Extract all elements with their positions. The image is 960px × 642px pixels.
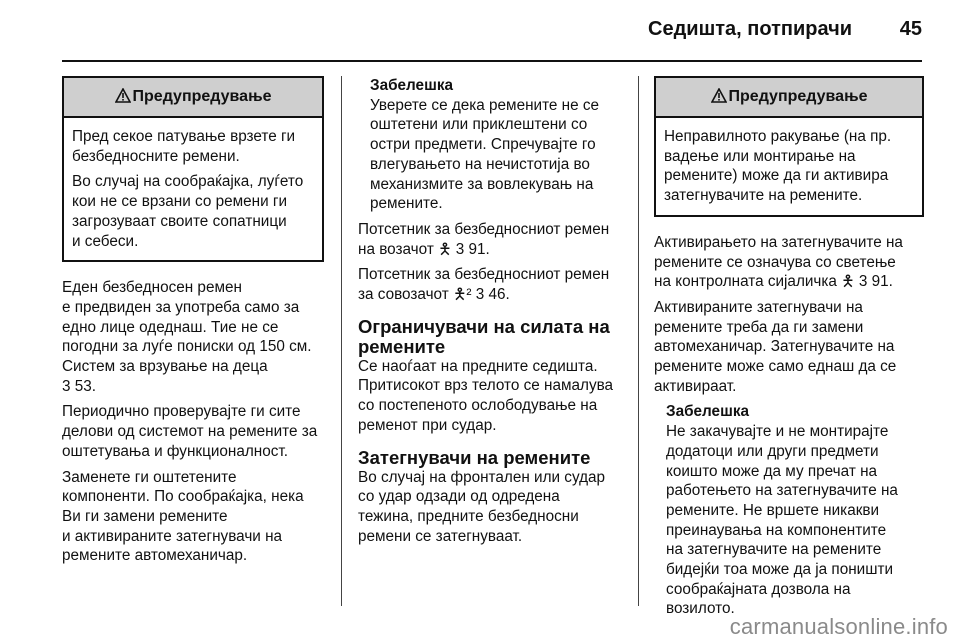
- section-heading: Затегнувачи на ремените: [358, 446, 591, 468]
- warning-heading-text: Предупредување: [728, 88, 868, 105]
- note-title: Забелешка: [666, 403, 749, 421]
- section-heading: Ограничувачи на силата на ремените: [358, 315, 610, 357]
- warning-box: [62, 76, 324, 262]
- note-block: [358, 76, 624, 214]
- column-2: [358, 76, 624, 552]
- warning-box: [654, 76, 924, 217]
- body-paragraph: Активирањето на затегнувачите на ремените се означува со светење на контролната сијаличка 🯅 3 91.: [654, 233, 903, 291]
- column-divider-2: [638, 76, 639, 606]
- warning-triangle-icon: [115, 88, 131, 103]
- warning-heading: [64, 78, 322, 118]
- warning-body: [656, 118, 922, 215]
- warning-heading-text: Предупредување: [132, 88, 272, 105]
- watermark: carmanualsonline.info: [729, 614, 948, 639]
- section-text: Се наоѓаат на предните седишта. Притисокот врз телото се намалува со постепеното ослободување на ременот при судар.: [358, 357, 614, 434]
- column-divider-1: [341, 76, 342, 606]
- column-3: [654, 76, 924, 625]
- body-paragraph: Заменете ги оштетените компоненти. По сообраќајка, нека Ви ги замени ремените и активираните затегнувачи на ремените автомеханичар.: [62, 468, 304, 565]
- column-1: [62, 76, 324, 572]
- warning-body: [64, 118, 322, 260]
- body-paragraph: Еден безбедносен ремен е предвиден за употреба само за едно лице одеднаш. Тие не се погодни за луѓе пониски од 150 см. Систем за врзување на деца 3 53.: [62, 279, 312, 395]
- warning-heading: [656, 78, 922, 118]
- note-text: Не закачувајте и не монтирајте додатоци или други предмети коишто може да му пречат на работењето на затегнувачите на ремените. Не вршете никакви преинаувања на компонентите на затегнувачите на ремените бидејќи тоа може да ја поништи сообраќајната дозвола на возилото.: [666, 423, 898, 618]
- note-block: [654, 402, 924, 619]
- warning-paragraph: Во случај на сообраќајка, луѓето кои не се врзани со ремени ги загрозуваат своите сопатници и себеси.: [72, 173, 304, 250]
- note-title: Забелешка: [370, 77, 453, 94]
- page-header-title: Седишта, потпирачи: [648, 18, 852, 40]
- section-text: Во случај на фронтален или судар со удар одзади од одредена тежина, предните безбедносни ремени се затегнуваат.: [358, 468, 606, 545]
- header-rule: [62, 60, 922, 62]
- page-number: 45: [899, 18, 922, 40]
- body-paragraph: Периодично проверувајте ги сите делови од системот на ремените за оштетувања и функционалност.: [62, 403, 318, 460]
- body-paragraph: Потсетник за безбедносниот ремен на возачот 🯅 3 91.: [358, 220, 610, 258]
- warning-paragraph: Пред секое патување врзете ги безбедносните ремени.: [72, 128, 296, 165]
- body-paragraph: Активираните затегнувачи на ремените треба да ги замени автомеханичар. Затегнувачите на ремените може само еднаш да се активираат.: [654, 298, 897, 395]
- warning-paragraph: Неправилното ракување (на пр. вадење или монтирање на ремените) може да ги активира затегнувачите на ремените.: [664, 128, 892, 205]
- warning-triangle-icon: [711, 88, 727, 103]
- body-paragraph: Потсетник за безбедносниот ремен за совозачот 🯅² 3 46.: [358, 266, 610, 304]
- note-text: Уверете се дека ремените не се оштетени или приклештени со остри предмети. Спречувајте го влегувањето на нечистотија во механизмите за вовлекувањ на ремените.: [370, 96, 600, 213]
